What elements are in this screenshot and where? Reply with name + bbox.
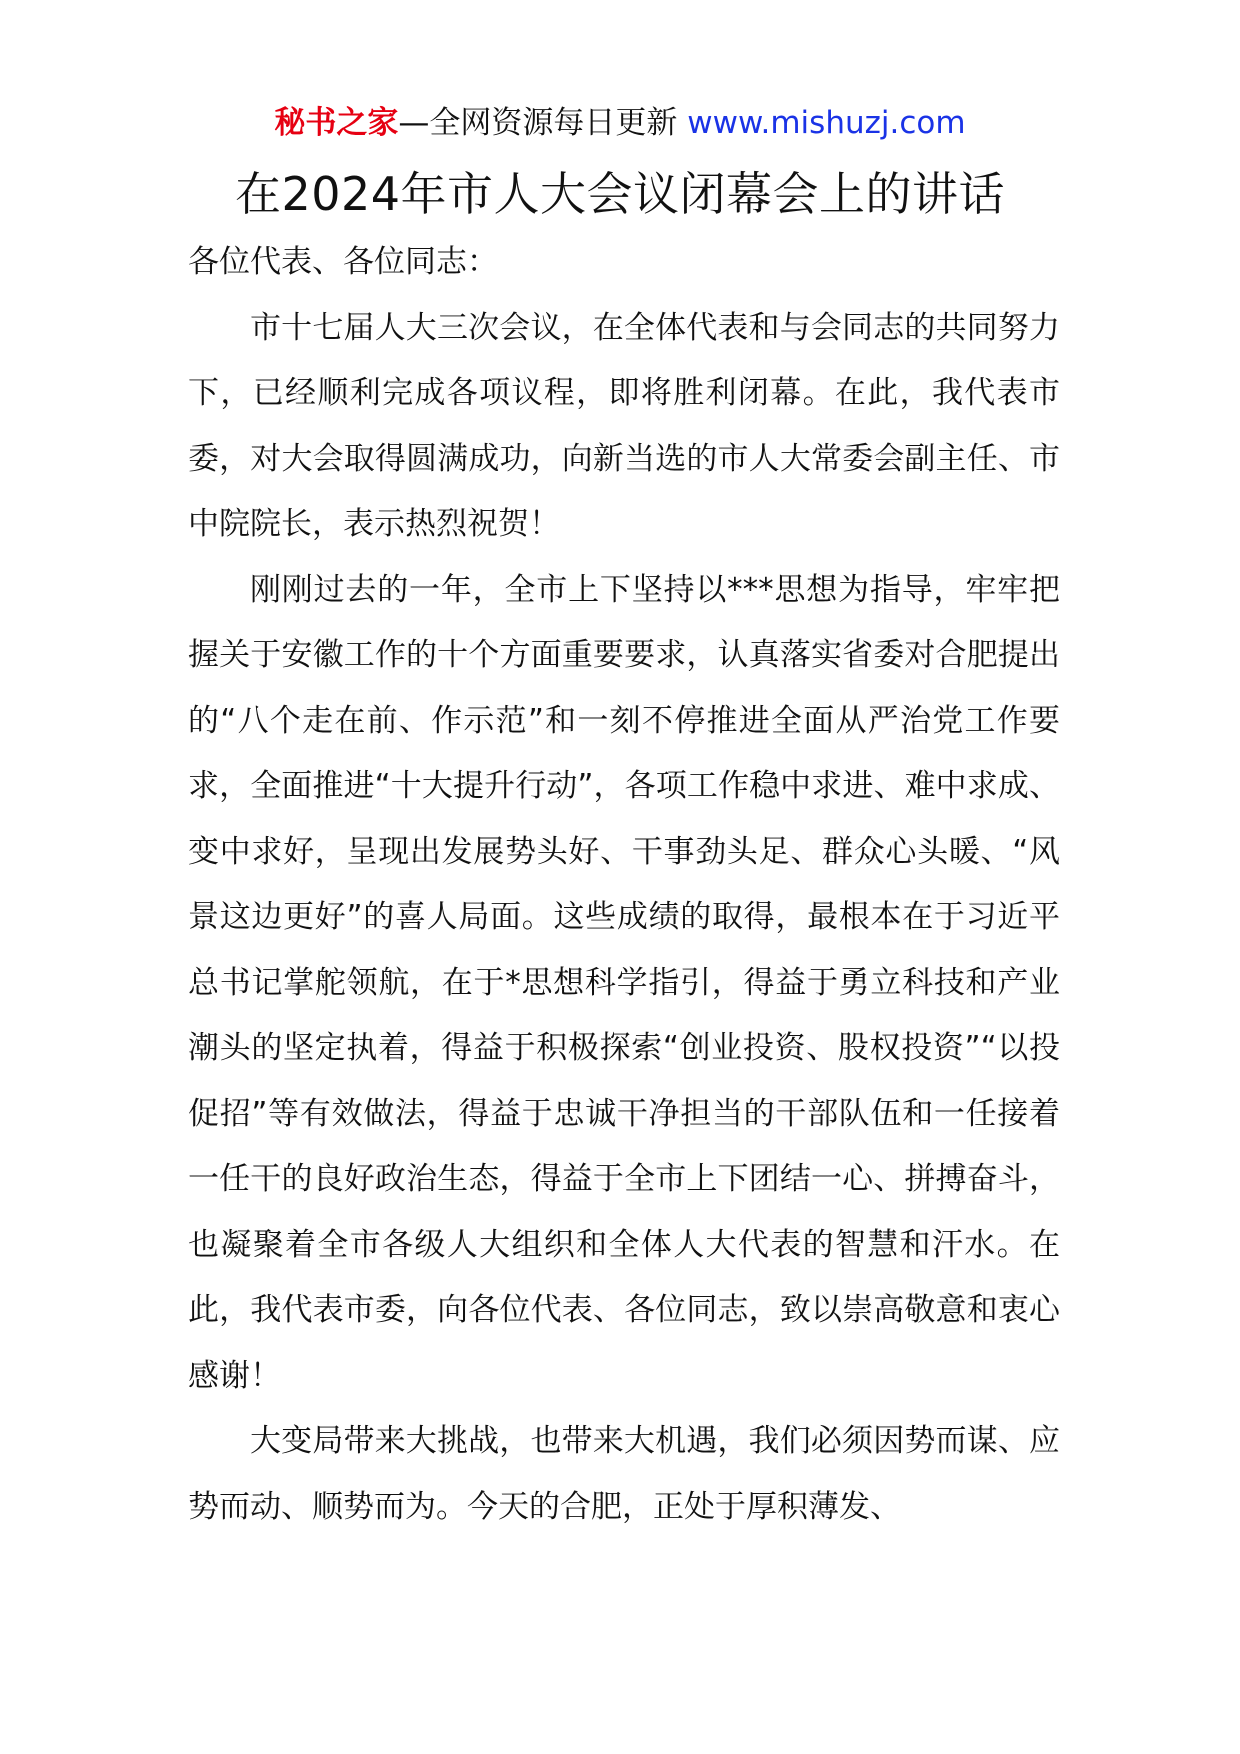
- document-title: 在2024年市人大会议闭幕会上的讲话: [234, 167, 1006, 221]
- site-url-link[interactable]: www.mishuzj.com: [687, 105, 966, 141]
- paragraph: 大变局带来大挑战，也带来大机遇，我们必须因势而谋、应势而动、顺势而为。今天的合肥，正处于厚积薄发、: [188, 1423, 1060, 1525]
- salutation: 各位代表、各位同志：: [188, 244, 498, 280]
- paragraph: 刚刚过去的一年，全市上下坚持以***思想为指导，牢牢把握关于安徽工作的十个方面重要要求，认真落实省委对合肥提出的“八个走在前、作示范”和一刻不停推进全面从严治党工作要求，全面推进“十大提升行动”，各项工作稳中求进、难中求成、变中求好，呈现出发展势头好、干事劲头足、群众心头暖、“风景这边更好”的喜人局面。这些成绩的取得，最根本在于习近平总书记掌舵领航，在于*思想科学指引，得益于勇立科技和产业潮头的坚定执着，得益于积极探索“创业投资、股权投资”“以投促招”等有效做法，得益于忠诚干净担当的干部队伍和一任接着一任干的良好政治生态，得益于全市上下团结一心、拼搏奋斗，也凝聚着全市各级人大组织和全体人大代表的智慧和汗水。在此，我代表市委，向各位代表、各位同志，致以崇高敬意和衷心感谢！: [188, 571, 1060, 1394]
- header-tagline: —全网资源每日更新: [398, 105, 678, 141]
- paragraph: 市十七届人大三次会议，在全体代表和与会同志的共同努力下，已经顺利完成各项议程，即将胜利闭幕。在此，我代表市委，对大会取得圆满成功，向新当选的市人大常委会副主任、市中院院长，表示热烈祝贺！: [188, 309, 1060, 542]
- watermark-header: [0, 101, 1240, 145]
- document-body: [188, 230, 1060, 1540]
- brand-name: 秘书之家: [274, 105, 399, 141]
